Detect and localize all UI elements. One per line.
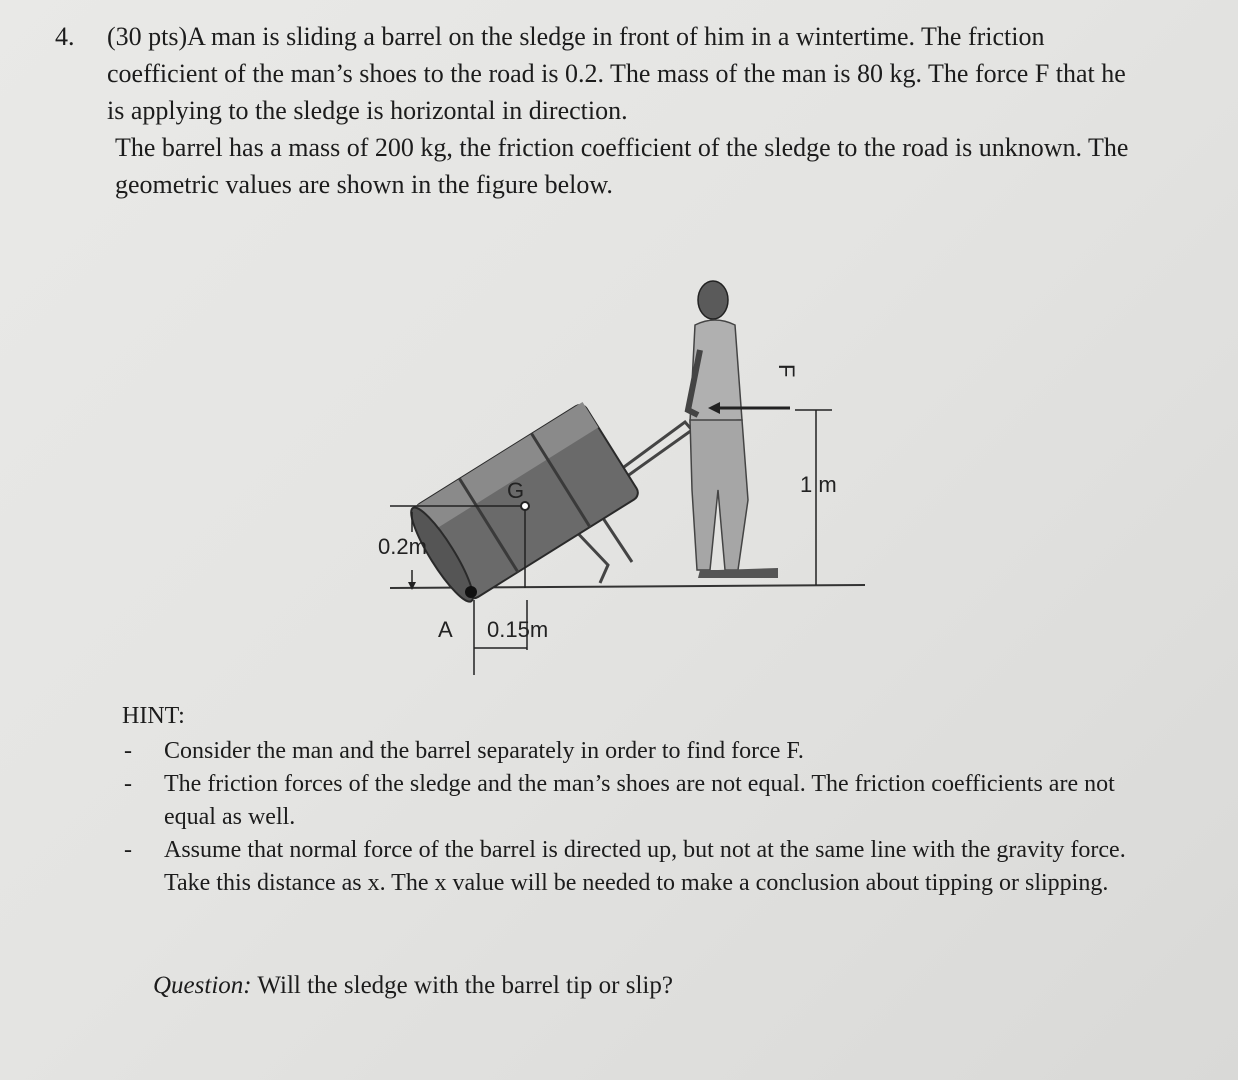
hint-text: The friction forces of the sledge and the man’s shoes are not equal. The friction coefficients are not equal as well. [164,771,1115,830]
question-text: Will the sledge with the barrel tip or slip? [257,972,673,999]
hint-bullet: - [124,771,132,797]
hint-text: Consider the man and the barrel separately in order to find force F. [164,738,804,764]
label-015: 0.15m [487,617,549,642]
problem-number: 4. [55,22,75,51]
label-G: G [507,478,525,503]
hint-bullet: - [124,738,132,764]
hint-item [122,735,1132,768]
label-1m: 1 m [800,472,837,497]
hint-item [122,834,1132,900]
problem-body [107,18,1135,203]
point-A [465,586,477,598]
problem-paragraph-1: (30 pts)A man is sliding a barrel on the sledge in front of him in a wintertime. The friction coefficient of the man’s shoes to the road is 0.2. The mass of the man is 80 kg. The force F that he is applying to the sledge is horizontal in direction. [107,22,1126,125]
barrel-sledge-figure [370,270,870,680]
hint-bullet: - [124,837,132,863]
label-F: F [774,364,799,378]
question-label: Question: [153,972,252,999]
G-point [521,502,529,510]
problem-statement [55,18,1135,203]
hint-item [122,768,1132,834]
problem-paragraph-2: The barrel has a mass of 200 kg, the friction coefficient of the sledge to the road is unknown. The geometric values are shown in the figure below. [115,133,1129,199]
label-02: 0.2m [378,534,427,559]
question [153,972,673,1000]
hint-text: Assume that normal force of the barrel is directed up, but not at the same line with the gravity force. Take this distance as x. The x value will be needed to make a conclusion about tipping or slipping. [164,837,1126,896]
man-figure [688,281,778,578]
hint-section [122,700,1132,900]
figure-svg [370,270,870,680]
label-A: A [438,617,453,642]
hint-list [122,735,1132,900]
hint-title: HINT: [122,703,185,729]
